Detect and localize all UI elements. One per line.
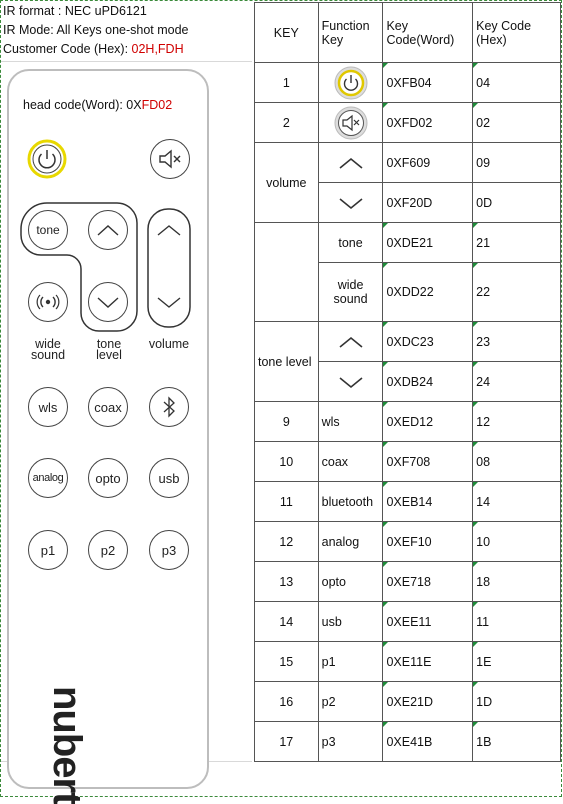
cell-function: wide sound [318, 263, 383, 322]
cell-hex: 02 [473, 103, 561, 143]
cell-function [318, 63, 383, 103]
cell-group-empty [255, 223, 319, 322]
cell-hex: 12 [473, 402, 561, 442]
cell-word: 0XEF10 [383, 522, 473, 562]
chevron-down-icon [338, 196, 364, 210]
cell-function [318, 362, 383, 402]
cell-word: 0XED12 [383, 402, 473, 442]
cell-hex: 1E [473, 642, 561, 682]
key-code-table [254, 2, 561, 762]
wide-sound-icon [36, 293, 60, 311]
cell-word: 0XDB24 [383, 362, 473, 402]
mute-icon [333, 105, 369, 141]
header-key: KEY [255, 3, 319, 63]
chevron-up-icon [156, 223, 182, 237]
remote-p1-button[interactable]: p1 [28, 530, 68, 570]
remote-mute-button[interactable] [150, 139, 190, 179]
cell-word: 0XE21D [383, 682, 473, 722]
head-code-text: head code(Word): 0XFD02 [23, 98, 173, 112]
remote-p2-button[interactable]: p2 [88, 530, 128, 570]
table-row [255, 722, 561, 762]
cell-hex: 24 [473, 362, 561, 402]
table-row [255, 103, 561, 143]
cell-function: bluetooth [318, 482, 383, 522]
cell-word: 0XE41B [383, 722, 473, 762]
cell-key: 12 [255, 522, 319, 562]
cell-key: 13 [255, 562, 319, 602]
header-function-key: Function Key [318, 3, 383, 63]
cell-word: 0XFB04 [383, 63, 473, 103]
grid-line [1, 61, 252, 62]
remote-power-button[interactable] [27, 139, 67, 179]
cell-hex: 1D [473, 682, 561, 722]
cell-hex: 11 [473, 602, 561, 642]
cell-hex: 14 [473, 482, 561, 522]
brand-logo: nubert [45, 686, 89, 804]
remote-wls-button[interactable]: wls [28, 387, 68, 427]
cell-word: 0XE718 [383, 562, 473, 602]
chevron-up-icon [338, 335, 364, 349]
cell-function: usb [318, 602, 383, 642]
cell-word: 0XDC23 [383, 322, 473, 362]
chevron-down-icon [156, 295, 182, 309]
table-row [255, 223, 561, 263]
ir-format-text: IR format : NEC uPD6121 [3, 4, 147, 18]
cell-hex: 18 [473, 562, 561, 602]
cell-key: 10 [255, 442, 319, 482]
bluetooth-icon [162, 396, 176, 418]
cell-word: 0XF20D [383, 183, 473, 223]
chevron-down-icon [338, 375, 364, 389]
remote-volume-down-button[interactable] [149, 282, 189, 322]
cell-function [318, 103, 383, 143]
cell-hex: 08 [473, 442, 561, 482]
chevron-up-icon [338, 156, 364, 170]
chevron-down-icon [96, 295, 120, 309]
remote-coax-button[interactable]: coax [88, 387, 128, 427]
power-icon [27, 139, 67, 179]
cell-function: p1 [318, 642, 383, 682]
cell-function: coax [318, 442, 383, 482]
cell-key: 1 [255, 63, 319, 103]
cell-key: 16 [255, 682, 319, 722]
cell-word: 0XDD22 [383, 263, 473, 322]
cell-function: tone [318, 223, 383, 263]
cell-key: 2 [255, 103, 319, 143]
ir-mode-text: IR Mode: All Keys one-shot mode [3, 23, 189, 37]
table-row [255, 602, 561, 642]
power-icon [333, 65, 369, 101]
tone-level-label: tone level [96, 337, 122, 362]
table-row [255, 482, 561, 522]
table-row [255, 402, 561, 442]
cell-key: 11 [255, 482, 319, 522]
table-row [255, 143, 561, 183]
cell-hex: 21 [473, 223, 561, 263]
header-key-code-hex: Key Code (Hex) [473, 3, 561, 63]
cell-word: 0XF609 [383, 143, 473, 183]
customer-code-text: Customer Code (Hex): 02H,FDH [3, 42, 184, 56]
cell-word: 0XE11E [383, 642, 473, 682]
chevron-up-icon [96, 223, 120, 237]
remote-usb-button[interactable]: usb [149, 458, 189, 498]
cell-group-volume: volume [255, 143, 319, 223]
cell-word: 0XF708 [383, 442, 473, 482]
remote-tone-button[interactable]: tone [28, 210, 68, 250]
cell-hex: 04 [473, 63, 561, 103]
cell-key: 15 [255, 642, 319, 682]
remote-p3-button[interactable]: p3 [149, 530, 189, 570]
wide-sound-label: wide sound [30, 337, 66, 362]
cell-word: 0XEB14 [383, 482, 473, 522]
remote-volume-up-button[interactable] [149, 210, 189, 250]
cell-function: p2 [318, 682, 383, 722]
cell-function: analog [318, 522, 383, 562]
table-row [255, 642, 561, 682]
cell-word: 0XFD02 [383, 103, 473, 143]
remote-tone-down-button[interactable] [88, 282, 128, 322]
remote-tone-up-button[interactable] [88, 210, 128, 250]
table-row [255, 562, 561, 602]
table-row [255, 322, 561, 362]
remote-bluetooth-button[interactable] [149, 387, 189, 427]
cell-group-tone-level: tone level [255, 322, 319, 402]
table-header-row [255, 3, 561, 63]
header-key-code-word: Key Code(Word) [383, 3, 473, 63]
cell-hex: 23 [473, 322, 561, 362]
cell-hex: 1B [473, 722, 561, 762]
table-row [255, 522, 561, 562]
cell-function [318, 322, 383, 362]
table-row [255, 442, 561, 482]
volume-label: volume [148, 337, 190, 351]
cell-hex: 0D [473, 183, 561, 223]
mute-icon [157, 148, 183, 170]
cell-hex: 22 [473, 263, 561, 322]
cell-function [318, 183, 383, 223]
cell-hex: 09 [473, 143, 561, 183]
cell-function: opto [318, 562, 383, 602]
table-row [255, 682, 561, 722]
remote-opto-button[interactable]: opto [88, 458, 128, 498]
cell-key: 14 [255, 602, 319, 642]
remote-wide-sound-button[interactable] [28, 282, 68, 322]
cell-word: 0XDE21 [383, 223, 473, 263]
cell-function [318, 143, 383, 183]
cell-function: wls [318, 402, 383, 442]
cell-hex: 10 [473, 522, 561, 562]
cell-key: 9 [255, 402, 319, 442]
table-row [255, 63, 561, 103]
cell-function: p3 [318, 722, 383, 762]
cell-word: 0XEE11 [383, 602, 473, 642]
customer-code-value: 02H,FDH [131, 42, 184, 56]
remote-analog-button[interactable]: analog [28, 458, 68, 498]
cell-key: 17 [255, 722, 319, 762]
